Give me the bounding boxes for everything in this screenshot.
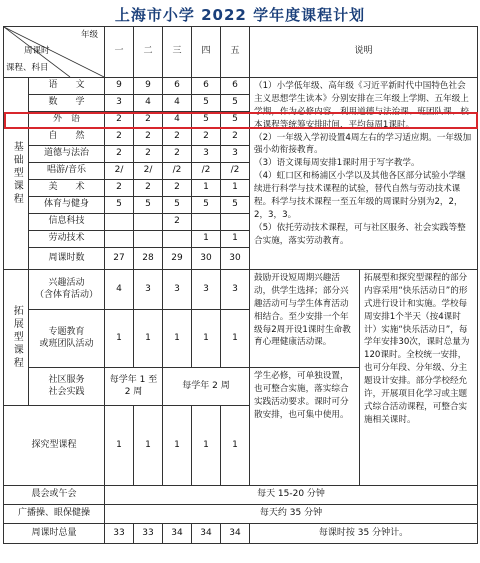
hours-cell: 3 xyxy=(221,146,250,163)
hours-cell: 2 xyxy=(192,129,221,146)
hours-cell xyxy=(105,214,134,231)
hours-cell: 1 xyxy=(134,310,163,368)
hours-cell: 5 xyxy=(192,197,221,214)
hours-cell: 1 xyxy=(192,310,221,368)
community-g345: 每学年 2 周 xyxy=(163,368,250,406)
hours-cell: 1 xyxy=(221,406,250,486)
hours-cell: 6 xyxy=(192,78,221,95)
hours-cell: 30 xyxy=(192,248,221,270)
hours-cell: 5 xyxy=(105,197,134,214)
hours-cell: 34 xyxy=(192,524,221,544)
hours-cell: 5 xyxy=(134,197,163,214)
hours-cell: 28 xyxy=(134,248,163,270)
notes-header: 说明 xyxy=(250,27,478,78)
hours-cell xyxy=(192,214,221,231)
expand-note-a: 鼓励开设短周期兴趣活动，供学生选择；部分兴趣活动可与学生体育活动相结合。至少安排一个年级每2周开设1课时生命教育心理健康活动课。 xyxy=(250,270,360,368)
hours-cell: 3 xyxy=(105,95,134,112)
subject-name: 探究型课程 xyxy=(4,406,105,486)
hours-cell: 6 xyxy=(221,78,250,95)
morning-row xyxy=(4,486,478,505)
expand-note-c: 拓展型和探究型课程的部分内容采用“快乐活动日”的形式进行设计和实施。学校每周安排1个半天（按4课时计）实施“快乐活动日”，每学年安排30次，课时总量为120课时。全校统一安排，也可分年段、分年级、分主题设计安排。部分学校经允许，开展项目化学习或主题式综合活动课程，可整合实施相关课时。 xyxy=(360,270,478,486)
expand-note-b: 学生必修，可单独设置，也可整合实施，落实综合实践活动要求。课时可分散安排，也可集中使用。 xyxy=(250,368,360,486)
hours-cell: 5 xyxy=(192,112,221,129)
subject-name: 数 学 xyxy=(29,95,105,112)
hours-cell: 4 xyxy=(134,95,163,112)
basic-note: （4）虹口区和杨浦区小学以及其他各区部分试验小学继续进行科学与技术课程的试验，替代自然与劳动技术课程。科学与技术课程一至五年级的周课时分别为2，2，2，3，3。 xyxy=(254,171,466,220)
grade-header: 四 xyxy=(192,27,221,78)
subject-name: 广播操、眼保健操 xyxy=(4,505,105,524)
subject-name: 专题教育 或班团队活动 xyxy=(29,310,105,368)
grade-header: 三 xyxy=(163,27,192,78)
exercise-value: 每天约 35 分钟 xyxy=(105,505,478,524)
grade-label: 年级 xyxy=(80,30,98,40)
hours-cell: 34 xyxy=(221,524,250,544)
hours-cell: 2 xyxy=(134,112,163,129)
hours-cell: 3 xyxy=(163,270,192,310)
hours-cell: 30 xyxy=(221,248,250,270)
hours-label: 周课时 xyxy=(24,46,50,56)
hours-cell: 29 xyxy=(163,248,192,270)
basic-note: （3）语文课每周安排1课时用于写字教学。 xyxy=(254,158,420,169)
hours-cell: 2 xyxy=(134,129,163,146)
subject-name: 唱游/音乐 xyxy=(29,163,105,180)
hours-cell: 1 xyxy=(192,231,221,248)
subject-name: 外 语 xyxy=(29,112,105,129)
hours-cell: /2 xyxy=(192,163,221,180)
basic-category: 基础型课程 xyxy=(4,78,29,270)
morning-value: 每天 15-20 分钟 xyxy=(105,486,478,505)
subject-name: 语 文 xyxy=(29,78,105,95)
hours-cell: 1 xyxy=(192,406,221,486)
hours-cell: 33 xyxy=(134,524,163,544)
basic-note: （1）小学低年级、高年级《习近平新时代中国特色社会主义思想学生读本》分别安排在三年级上学期、五年级上学期，作为必修内容，利用道德与法治课、班团队课、校本课程等统筹安排时间，平均每周1课时。 xyxy=(254,81,469,130)
total-row xyxy=(4,524,478,544)
hours-cell: 1 xyxy=(105,406,134,486)
hours-cell: 2 xyxy=(163,146,192,163)
hours-cell: 5 xyxy=(221,95,250,112)
subject-name: 道德与法治 xyxy=(29,146,105,163)
subject-name: 周课时总量 xyxy=(4,524,105,544)
hours-cell: 5 xyxy=(192,95,221,112)
subject-name: 晨会或午会 xyxy=(4,486,105,505)
hours-cell: 5 xyxy=(221,197,250,214)
basic-note: （5）依托劳动技术课程，可与社区服务、社会实践等整合实施，落实劳动教育。 xyxy=(254,222,466,246)
hours-cell: 34 xyxy=(163,524,192,544)
hours-cell: 2 xyxy=(163,129,192,146)
page-title: 上海市小学 2022 学年度课程计划 xyxy=(114,6,366,24)
hours-cell: 2 xyxy=(134,146,163,163)
hours-cell xyxy=(163,231,192,248)
hours-cell: 1 xyxy=(163,406,192,486)
basic-notes xyxy=(250,78,478,270)
hours-cell: 2 xyxy=(105,112,134,129)
hours-cell: 1 xyxy=(221,180,250,197)
hours-cell: 3 xyxy=(134,270,163,310)
hours-cell: 4 xyxy=(105,270,134,310)
hours-cell xyxy=(221,214,250,231)
hours-cell xyxy=(105,231,134,248)
hours-cell: 1 xyxy=(105,310,134,368)
subject-name: 周课时数 xyxy=(29,248,105,270)
subject-name: 自 然 xyxy=(29,129,105,146)
hours-cell: 6 xyxy=(163,78,192,95)
hours-cell: 9 xyxy=(134,78,163,95)
hours-cell: /2 xyxy=(163,163,192,180)
subject-name: 信息科技 xyxy=(29,214,105,231)
hours-cell: 1 xyxy=(134,406,163,486)
hours-cell: 27 xyxy=(105,248,134,270)
hours-cell: /2 xyxy=(221,163,250,180)
subject-name: 劳动技术 xyxy=(29,231,105,248)
hours-cell: 3 xyxy=(221,270,250,310)
hours-cell: 2 xyxy=(221,129,250,146)
hours-cell: 1 xyxy=(192,180,221,197)
total-note: 每课时按 35 分钟计。 xyxy=(250,524,478,544)
subject-name: 体育与健身 xyxy=(29,197,105,214)
hours-cell: 2/ xyxy=(105,163,134,180)
curriculum-table xyxy=(3,26,478,544)
interest-row xyxy=(4,270,478,310)
subject-name: 社区服务 社会实践 xyxy=(29,368,105,406)
subject-name: 兴趣活动 （含体育活动） xyxy=(29,270,105,310)
subject-name: 美 术 xyxy=(29,180,105,197)
exercise-row xyxy=(4,505,478,524)
community-g12: 每学年 1 至 2 周 xyxy=(105,368,163,406)
header-diagonal-cell xyxy=(4,27,105,78)
hours-cell: 9 xyxy=(105,78,134,95)
hours-cell: 1 xyxy=(163,310,192,368)
header-row xyxy=(4,27,478,78)
hours-cell: 3 xyxy=(192,270,221,310)
basic-note: （2）一年级入学初设置4周左右的学习适应期。一年级加强小幼衔接教育。 xyxy=(254,132,472,156)
hours-cell: 2 xyxy=(163,180,192,197)
subject-row xyxy=(4,78,478,95)
hours-cell: 33 xyxy=(105,524,134,544)
hours-cell xyxy=(134,214,163,231)
grade-header: 二 xyxy=(134,27,163,78)
hours-cell: 3 xyxy=(192,146,221,163)
hours-cell: 4 xyxy=(163,95,192,112)
hours-cell: 2 xyxy=(105,180,134,197)
grade-header: 五 xyxy=(221,27,250,78)
hours-cell: 2 xyxy=(105,129,134,146)
hours-cell: 4 xyxy=(163,112,192,129)
hours-cell: 2 xyxy=(105,146,134,163)
hours-cell: 2 xyxy=(163,214,192,231)
hours-cell: 5 xyxy=(163,197,192,214)
hours-cell: 2 xyxy=(134,180,163,197)
course-label: 课程、科目 xyxy=(6,63,49,73)
hours-cell: 1 xyxy=(221,310,250,368)
hours-cell xyxy=(134,231,163,248)
grade-header: 一 xyxy=(105,27,134,78)
expand-category: 拓展型课程 xyxy=(4,270,29,406)
hours-cell: 1 xyxy=(221,231,250,248)
hours-cell: 2/ xyxy=(134,163,163,180)
hours-cell: 5 xyxy=(221,112,250,129)
